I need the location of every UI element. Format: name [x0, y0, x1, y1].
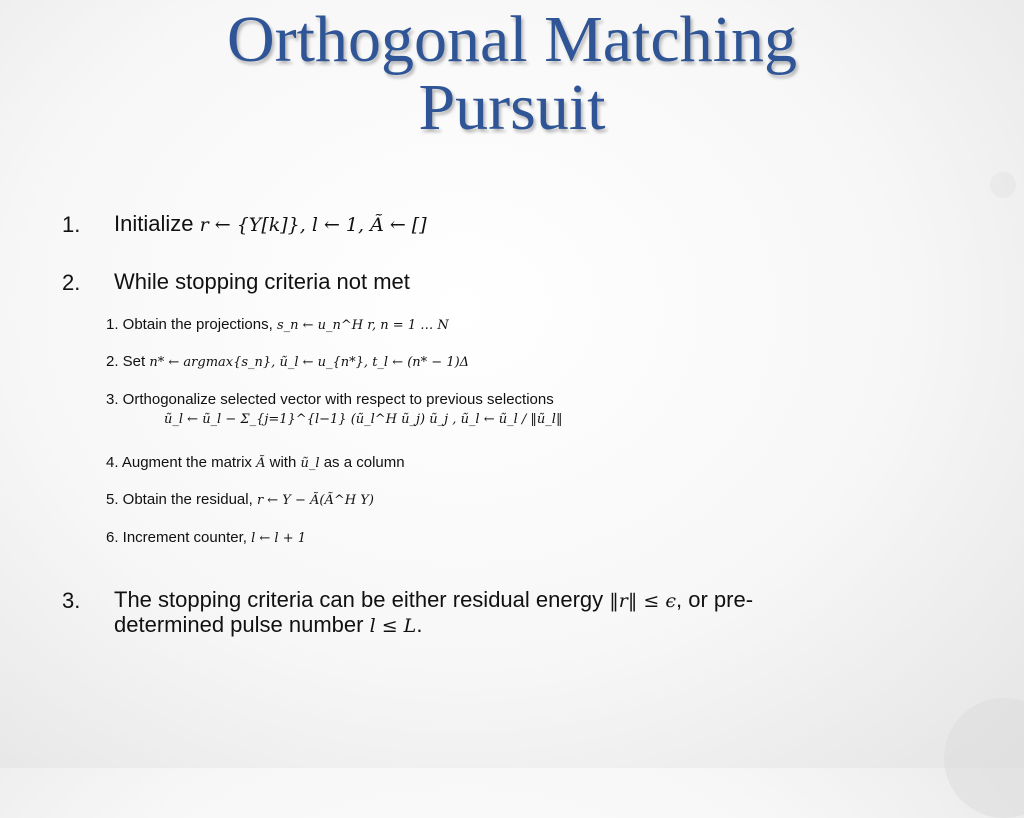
step-1-math: r ← {Y[k]}, l ← 1, Ã ← []: [199, 214, 427, 236]
substep-4-math-a: Ã: [256, 456, 266, 471]
step-3-number: 3.: [62, 588, 81, 613]
substep-4: [106, 454, 405, 473]
substep-1-text: 1. Obtain the projections,: [106, 316, 273, 333]
step-3-math-c: l ≤ L: [369, 615, 417, 637]
substep-4-text-a: 4. Augment the matrix: [106, 454, 252, 471]
substep-1-math: s_n ← u_n^H r, n = 1 … N: [276, 318, 449, 333]
substep-3: [106, 391, 562, 429]
decor-circle-bottom-right: [944, 698, 1024, 818]
substep-2-text: 2. Set: [106, 353, 146, 370]
substep-3-text: 3. Orthogonalize selected vector with respect to previous selections: [106, 391, 554, 408]
step-2-text: While stopping criteria not met: [114, 269, 410, 294]
substep-4-text-c: as a column: [323, 454, 405, 471]
substep-6-math: l ← l + 1: [251, 531, 306, 546]
step-3-text-c: determined pulse number: [114, 612, 364, 637]
substep-4-text-b: with: [269, 454, 297, 471]
substep-4-math-b: ũ_l: [300, 456, 320, 471]
title-line-1: Orthogonal Matching: [226, 3, 798, 76]
title-line-2: Pursuit: [418, 71, 606, 144]
decor-circle-top-right: [990, 172, 1016, 198]
step-3-text-a: The stopping criteria can be either residual energy: [114, 587, 604, 612]
substep-5-text: 5. Obtain the residual,: [106, 491, 253, 508]
step-1-number: 1.: [62, 212, 81, 237]
step-3-math-a: ‖r‖ ≤ ϵ: [609, 590, 677, 612]
substep-2: [106, 353, 469, 372]
step-3-text-d: .: [416, 612, 423, 637]
substep-2-math: n* ← argmax{s_n}, ũ_l ← u_{n*}, t_l ← (n* − 1)Δ: [149, 355, 470, 370]
step-3: [114, 588, 914, 638]
substep-5-math: r ← Y − Ã(Ã^H Y): [256, 493, 374, 508]
substep-6: [106, 529, 306, 548]
substep-3-math: ũ_l ← ũ_l − Σ_{j=1}^{l−1} (ũ_l^H ũ_j) ũ_j , ũ_l ← ũ_l / ‖ũ_l‖: [164, 412, 563, 427]
substep-5: [106, 491, 374, 510]
step-1: [114, 212, 427, 237]
substep-1: [106, 316, 449, 335]
step-1-text: Initialize: [114, 211, 194, 236]
slide-title: [0, 3, 1024, 144]
step-2-number: 2.: [62, 270, 81, 295]
step-3-text-b: , or pre-: [676, 587, 754, 612]
substep-6-text: 6. Increment counter,: [106, 529, 247, 546]
